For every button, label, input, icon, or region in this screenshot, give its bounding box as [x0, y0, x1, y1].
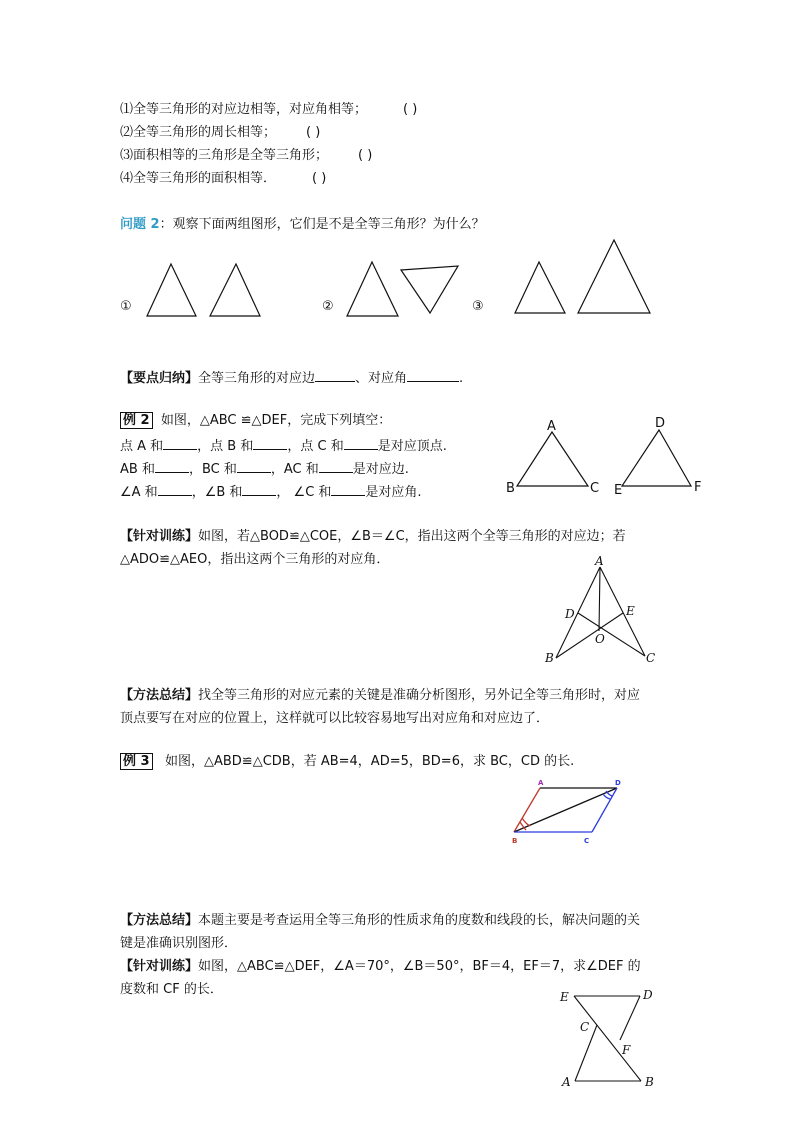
training-2-line-1: 【针对训练】如图，△ABC≌△DEF，∠A＝70°，∠B＝50°，BF＝4，EF＝7，求∠DEF 的 [120, 959, 641, 974]
label-d: D [643, 988, 653, 1002]
question-2: 问题 2：观察下面两组图形，它们是不是全等三角形？为什么？ [120, 217, 485, 232]
label-a: A [595, 554, 604, 568]
segment-df [620, 996, 640, 1040]
label-d: D [565, 607, 575, 621]
label-a: A [538, 779, 544, 787]
label-b: B [545, 651, 554, 665]
example-2-angles: ∠A 和 ，∠B 和 ， ∠C 和 是对应角. [120, 482, 422, 502]
label-e: E [560, 990, 569, 1004]
key-summary: 【要点归纳】全等三角形的对应边 、对应角 . [120, 368, 463, 388]
method-summary-2-line-1: 【方法总结】本题主要是考查运用全等三角形的性质求角的度数和线段的长，解决问题的关 [120, 913, 641, 928]
label-a: A [547, 419, 556, 434]
training-2-label: 【针对训练】 [120, 959, 199, 974]
label-o: O [595, 632, 605, 646]
example-2-sides: AB 和 ，BC 和 ，AC 和 是对应边. [120, 459, 409, 479]
example-2-vertices: 点 A 和 ，点 B 和 ，点 C 和 是对应顶点. [120, 436, 447, 456]
segment-eb [574, 996, 641, 1081]
label-f: F [622, 1043, 631, 1057]
judge-item-1: ⑴全等三角形的对应边相等，对应角相等； ( ) [120, 102, 418, 117]
label-c: C [584, 837, 590, 845]
label-c: C [580, 1020, 590, 1034]
group-1-marker: ① [120, 299, 132, 314]
example-3-label: 例 3 [120, 753, 153, 770]
example-2-label: 例 2 [120, 412, 153, 429]
judge-item-4: ⑷全等三角形的面积相等． ( ) [120, 171, 327, 186]
question-2-label: 问题 2 [120, 217, 160, 232]
training-2-line-2: 度数和 CF 的长． [120, 982, 223, 997]
training-1-line-2: △ADO≌△AEO，指出这两个三角形的对应角． [120, 552, 390, 567]
label-d: D [615, 779, 621, 787]
method-summary-1-line-2: 顶点要写在对应的位置上，这样就可以比较容易地写出对应角和对应边了． [120, 711, 550, 726]
label-f: F [694, 480, 702, 495]
training-1-line-1: 【针对训练】如图，若△BOD≌△COE，∠B＝∠C，指出这两个全等三角形的对应边；若 [120, 529, 626, 544]
method-summary-1-line-1: 【方法总结】找全等三角形的对应元素的关键是准确分析图形，另外记全等三角形时，对应 [120, 688, 641, 703]
label-c: C [590, 481, 600, 496]
example-2-intro: 例 2 如图，△ABC ≌△DEF，完成下列填空： [120, 412, 391, 430]
method-summary-2-line-2: 键是准确识别图形． [120, 936, 238, 951]
method-summary-2-label: 【方法总结】 [120, 913, 199, 928]
label-c: C [646, 651, 656, 665]
training-1-label: 【针对训练】 [120, 529, 199, 544]
label-e: E [614, 483, 623, 498]
label-b: B [506, 481, 515, 496]
group-3-marker: ③ [472, 299, 484, 314]
judge-item-2: ⑵全等三角形的周长相等； ( ) [120, 125, 321, 140]
judge-item-3: ⑶面积相等的三角形是全等三角形； ( ) [120, 148, 373, 163]
label-a: A [562, 1075, 571, 1089]
label-d: D [655, 416, 666, 431]
label-e: E [626, 604, 635, 618]
method-summary-1-label: 【方法总结】 [120, 688, 199, 703]
label-b: B [645, 1075, 654, 1089]
group-2-marker: ② [322, 299, 334, 314]
label-b: B [512, 837, 518, 845]
example-3-text: 例 3 如图，△ABD≌△CDB，若 AB=4，AD=5，BD=6，求 BC，CD 的长. [120, 753, 574, 771]
